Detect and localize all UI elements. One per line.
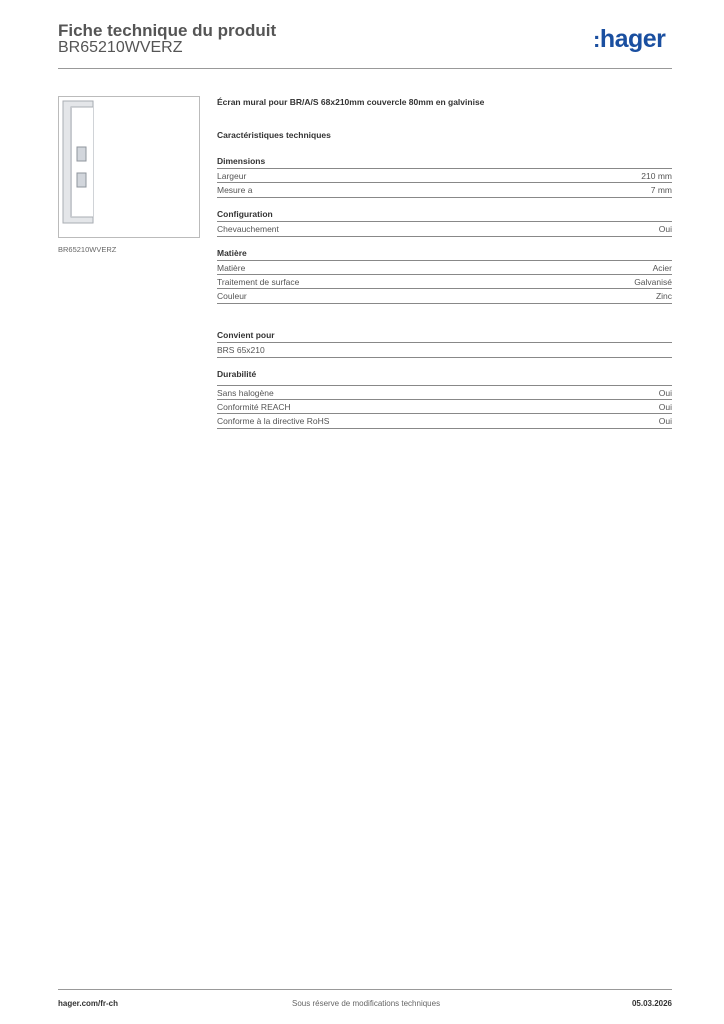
section-dimensions: Dimensions <box>217 156 266 166</box>
image-caption: BR65210WVERZ <box>58 245 117 254</box>
product-image-shadow <box>93 101 94 223</box>
product-image-clip-top <box>77 147 86 161</box>
spec-value: Acier <box>652 263 672 273</box>
header-divider <box>58 68 672 69</box>
spec-row <box>217 385 672 399</box>
specs-heading: Caractéristiques techniques <box>217 130 331 140</box>
spec-row <box>217 399 672 413</box>
product-image <box>59 97 199 237</box>
spec-label: Traitement de surface <box>217 277 300 287</box>
footer-divider <box>58 989 672 990</box>
footer-website: hager.com/fr-ch <box>58 999 119 1008</box>
spec-value: Oui <box>658 402 672 412</box>
spec-value: Oui <box>658 416 672 426</box>
logo-text: hager <box>599 25 666 53</box>
page-title: Fiche technique du produit <box>58 21 277 40</box>
product-code: BR65210WVERZ <box>58 39 183 56</box>
spec-row <box>217 413 672 429</box>
spec-value: 210 mm <box>641 171 672 181</box>
product-image-body <box>63 101 93 223</box>
spec-row <box>217 221 672 237</box>
product-image-frame <box>58 96 200 238</box>
spec-row <box>217 288 672 304</box>
spec-label: BRS 65x210 <box>217 345 265 355</box>
spec-label: Mesure a <box>217 185 253 195</box>
spec-value: Zinc <box>655 291 672 301</box>
spec-value: 7 mm <box>650 185 672 195</box>
product-image-clip-bottom <box>77 173 86 187</box>
spec-value: Oui <box>658 388 672 398</box>
spec-label: Conforme à la directive RoHS <box>217 416 330 426</box>
product-description: Écran mural pour BR/A/S 68x210mm couvercle 80mm en galvinise <box>217 97 485 107</box>
section-durability: Durabilité <box>217 369 257 379</box>
section-compatible: Convient pour <box>217 330 275 340</box>
spec-label: Couleur <box>217 291 247 301</box>
spec-value: Galvanisé <box>634 277 672 287</box>
hager-logo: :hager <box>593 25 666 53</box>
section-material: Matière <box>217 248 247 258</box>
spec-label: Sans halogène <box>217 388 274 398</box>
spec-label: Conformité REACH <box>217 402 291 412</box>
footer-note: Sous réserve de modifications techniques <box>292 999 441 1008</box>
spec-label: Chevauchement <box>217 224 279 234</box>
spec-value: Oui <box>658 224 672 234</box>
spec-row <box>217 182 672 198</box>
spec-label: Matière <box>217 263 246 273</box>
spec-row <box>217 260 672 274</box>
footer-date: 05.03.2026 <box>631 999 672 1008</box>
spec-row <box>217 168 672 182</box>
spec-row <box>217 342 672 358</box>
section-configuration: Configuration <box>217 209 273 219</box>
spec-row <box>217 274 672 288</box>
spec-label: Largeur <box>217 171 247 181</box>
